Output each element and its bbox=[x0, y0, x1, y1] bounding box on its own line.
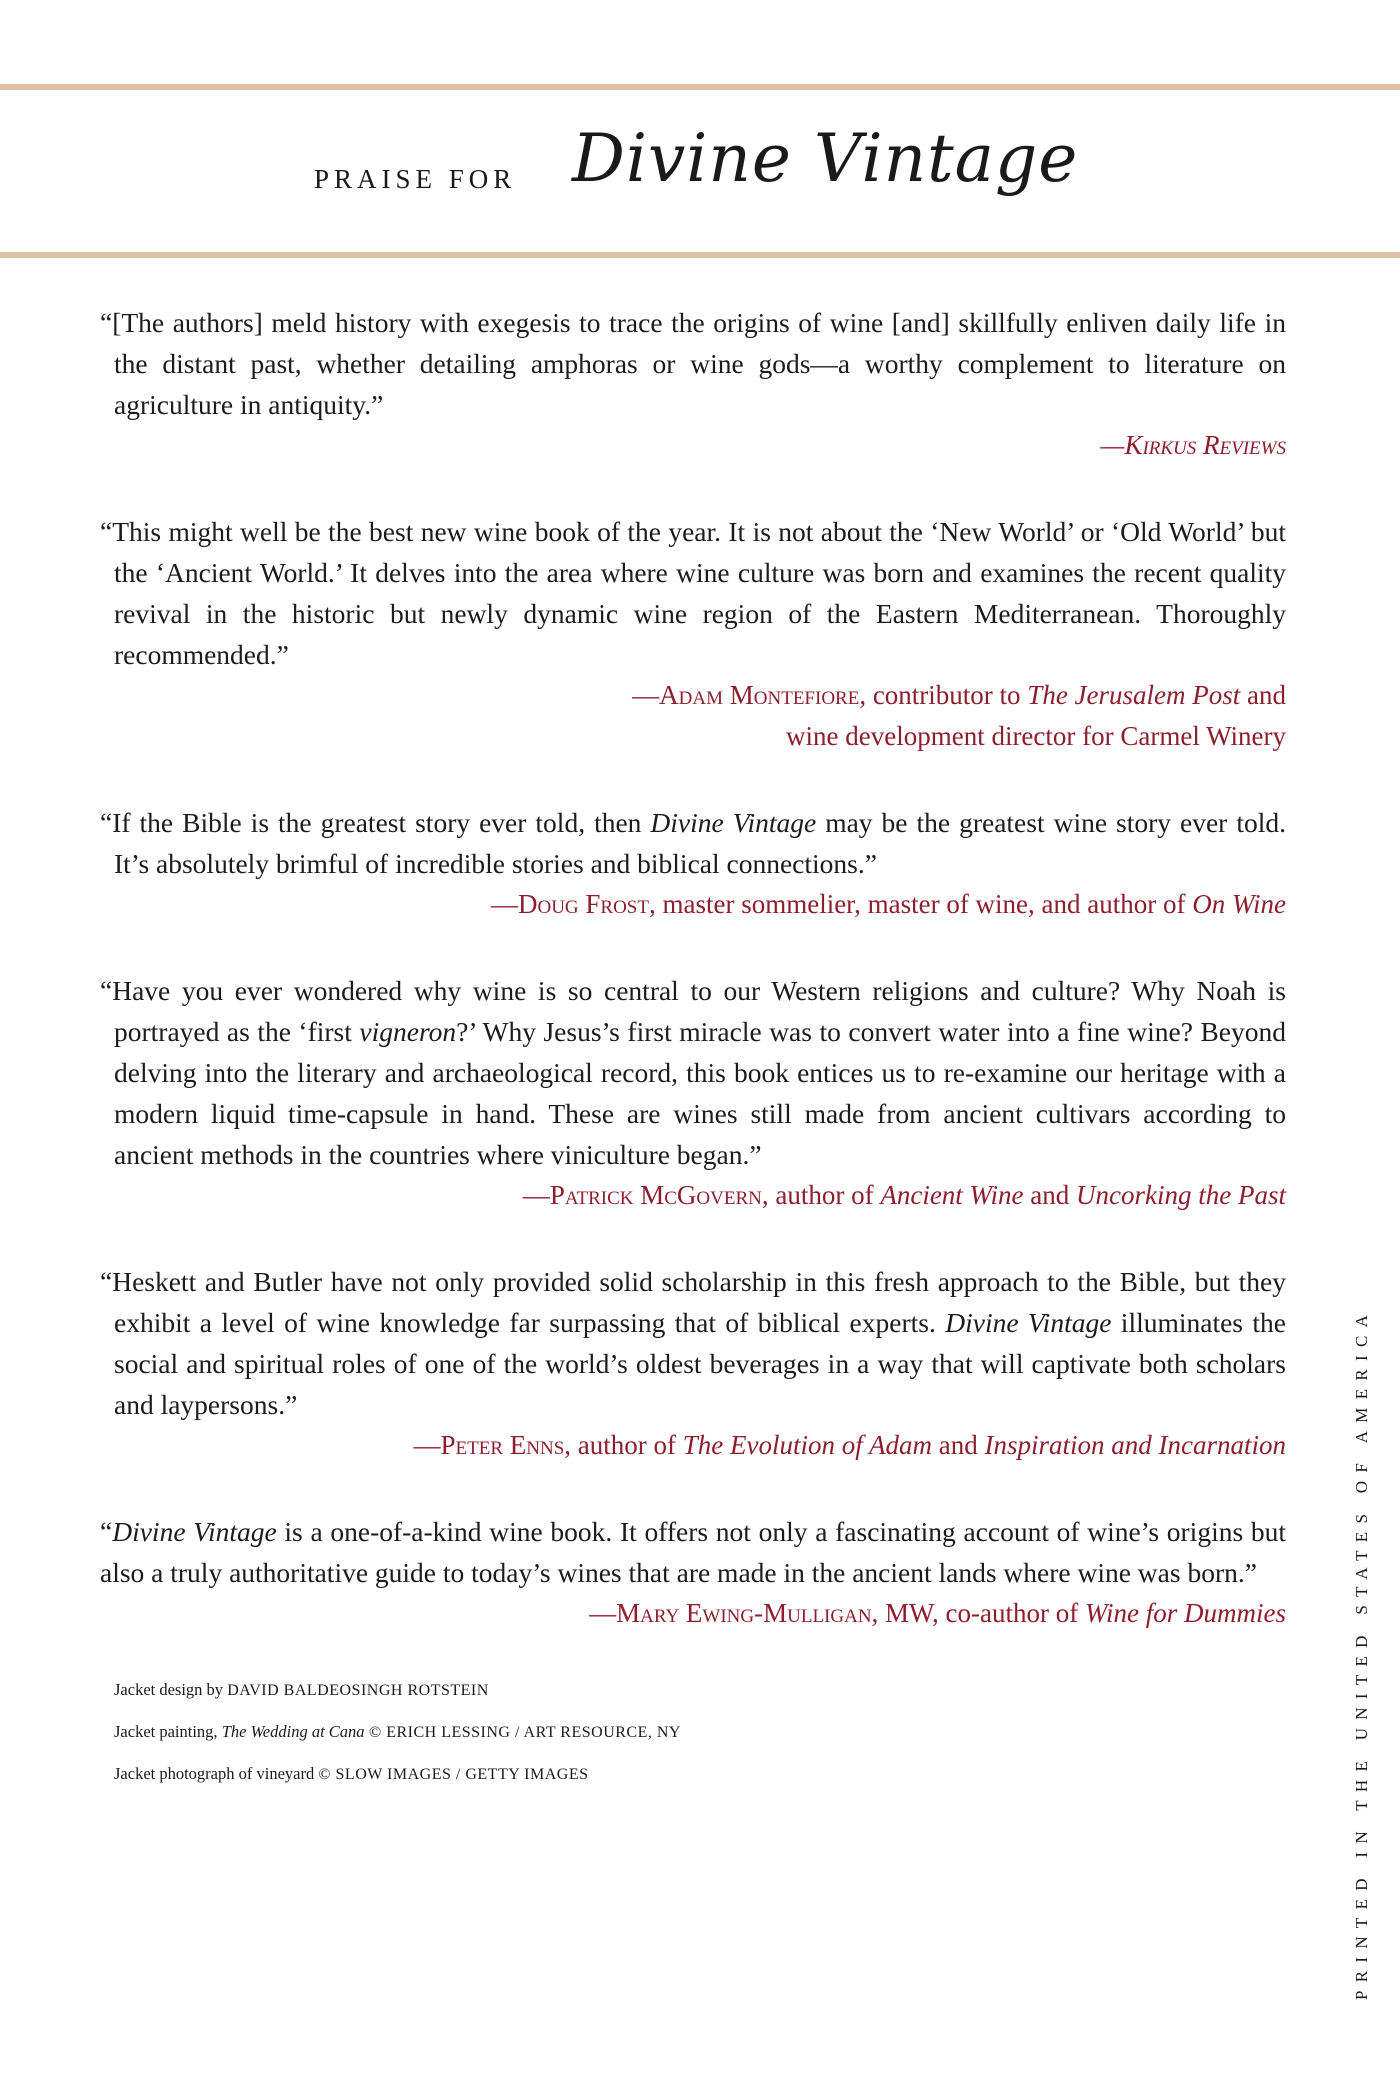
quote-text: “Have you ever wondered why wine is so central to our Western religions and culture? Why Noah is portrayed as the ‘first vigneron?’ Why Jesus’s first miracle was to convert water into a fine wine? Beyond delving into the literary and archaeological record, this book entices us to re-examine our heritage with a modern liquid time-capsule in hand. These are wines still made from ancient cultivars according to ancient methods in the countries where viniculture began.” —Patrick McGovern, author of Ancient Wine and Uncorking the Past bbox=[100, 970, 1286, 1216]
quote-attribution: —Patrick McGovern, author of Ancient Wine and Uncorking the Past bbox=[522, 1180, 1286, 1210]
quote-text: “Heskett and Butler have not only provided solid scholarship in this fresh approach to the Bible, but they exhibit a level of wine knowledge far surpassing that of biblical experts. Divine Vintage illuminates the social and spiritual roles of one of the world’s oldest beverages in a way that will captivate both scholars and laypersons.” bbox=[100, 1266, 1286, 1420]
jacket-credits bbox=[114, 1680, 1014, 1806]
bottom-rule bbox=[0, 252, 1400, 258]
quote-kirkus bbox=[100, 302, 1286, 466]
book-title: Divine Vintage bbox=[572, 120, 1079, 197]
quote-text: “If the Bible is the greatest story ever told, then Divine Vintage may be the greatest wine story ever told. It’s absolutely brimful of incredible stories and biblical connections.” bbox=[100, 807, 1286, 879]
quote-attribution: —Doug Frost, master sommelier, master of wine, and author of On Wine bbox=[490, 889, 1286, 919]
quotes-section bbox=[100, 302, 1286, 1679]
credit-photo: Jacket photograph of vineyard © SLOW IMAGES / GETTY IMAGES bbox=[114, 1764, 589, 1783]
printed-in-vertical bbox=[1352, 1240, 1382, 2000]
top-rule bbox=[0, 84, 1400, 90]
quote-attribution: —Mary Ewing-Mulligan, MW, co-author of Wine for Dummies bbox=[589, 1598, 1286, 1628]
quote-enns bbox=[100, 1261, 1286, 1466]
quote-attribution-line2: wine development director for Carmel Winery bbox=[786, 721, 1286, 751]
quote-ewing-mulligan bbox=[100, 1511, 1286, 1634]
header bbox=[0, 120, 1400, 240]
praise-for-label: PRAISE FOR bbox=[314, 164, 517, 194]
quote-attribution: —Adam Montefiore, contributor to The Jerusalem Post and bbox=[632, 680, 1286, 710]
quote-frost bbox=[100, 802, 1286, 925]
quote-text: “Divine Vintage is a one-of-a-kind wine book. It offers not only a fascinating account of wine’s origins but also a truly authoritative guide to today’s wines that are made in the ancient lands where wine was born.” —Mary Ewing-Mulligan, MW, co-author of Wine for Dummies bbox=[100, 1511, 1286, 1634]
quote-text: “This might well be the best new wine book of the year. It is not about the ‘New World’ or ‘Old World’ but the ‘Ancient World.’ It delves into the area where wine culture was born and examines the recent quality revival in the historic but newly dynamic wine region of the Eastern Mediterranean. Thoroughly recommended.” bbox=[100, 516, 1286, 670]
quote-text: “[The authors] meld history with exegesis to trace the origins of wine [and] skillfully enliven daily life in the distant past, whether detailing amphoras or wine gods—a worthy complement to literature on agriculture in antiquity.” bbox=[100, 307, 1286, 420]
quote-attribution: —Peter Enns, author of The Evolution of Adam and Inspiration and Incarnation bbox=[413, 1430, 1286, 1460]
credit-painting: Jacket painting, The Wedding at Cana © ERICH LESSING / ART RESOURCE, NY bbox=[114, 1722, 681, 1741]
quote-montefiore bbox=[100, 511, 1286, 757]
credit-design: Jacket design by DAVID BALDEOSINGH ROTSTEIN bbox=[114, 1680, 489, 1699]
quote-attribution: —Kirkus Reviews bbox=[1100, 430, 1286, 460]
printed-in-text: PRINTED IN THE UNITED STATES OF AMERICA bbox=[1352, 1306, 1371, 2000]
quote-mcgovern bbox=[100, 970, 1286, 1216]
